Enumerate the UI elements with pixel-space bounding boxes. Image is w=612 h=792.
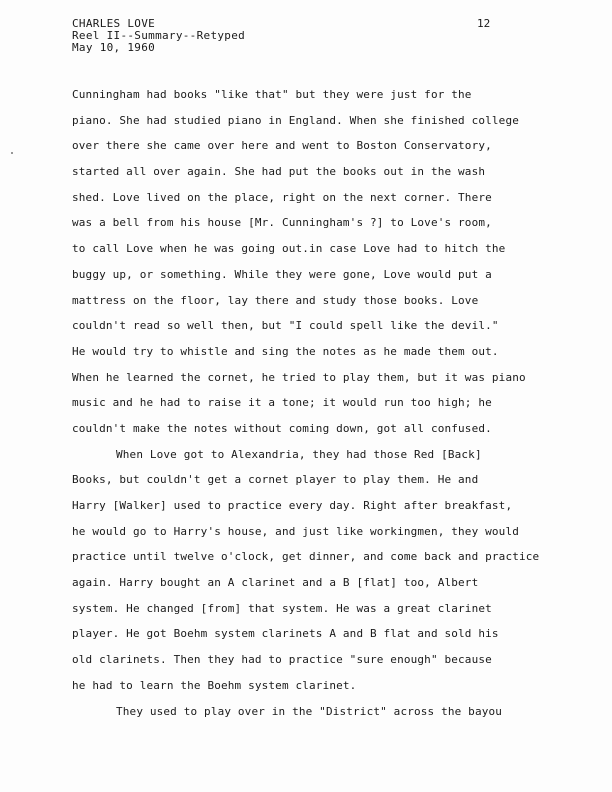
header-reel: Reel II--Summary--Retyped [72,29,246,42]
text-line: couldn't read so well then, but "I could spell like the devil." [72,319,499,333]
transcript-body [72,88,592,730]
text-line: started all over again. She had put the books out in the wash [72,165,486,179]
paragraph-start-line: When Love got to Alexandria, they had those Red [Back] [116,447,482,461]
text-line: old clarinets. Then they had to practice "sure enough" because [72,653,492,667]
text-line: to call Love when he was going out.in case Love had to hitch the [72,242,506,256]
text-line: Cunningham had books "like that" but they were just for the [72,88,472,101]
text-line: Books, but couldn't get a cornet player to play them. He and [72,473,479,487]
document-header [72,18,245,54]
text-line: again. Harry bought an A clarinet and a B [flat] too, Albert [72,576,479,590]
text-line: He would try to whistle and sing the notes as he made them out. [72,344,499,358]
text-line: When he learned the cornet, he tried to play them, but it was piano [72,370,526,384]
text-line: couldn't make the notes without coming down, got all confused. [72,421,492,435]
page-number: 12 [477,17,491,30]
text-line: Harry [Walker] used to practice every day. Right after breakfast, [72,499,513,512]
text-line: player. He got Boehm system clarinets A and B flat and sold his [72,627,499,641]
text-line: was a bell from his house [Mr. Cunningham's ?] to Love's room, [72,216,492,230]
text-line: system. He changed [from] that system. He was a great clarinet [72,601,492,615]
header-name: CHARLES LOVE [72,17,156,30]
paragraph-start-line: They used to play over in the "District" across the bayou [116,704,503,718]
header-date: May 10, 1960 [72,41,156,54]
text-line: buggy up, or something. While they were gone, Love would put a [72,267,492,281]
text-line: shed. Love lived on the place, right on the next corner. There [72,190,492,204]
text-line: mattress on the floor, lay there and study those books. Love [72,293,479,307]
margin-mark [11,152,13,154]
text-line: practice until twelve o'clock, get dinner, and come back and practice [72,550,540,564]
text-line: he would go to Harry's house, and just like workingmen, they would [72,524,519,538]
text-line: music and he had to raise it a tone; it would run too high; he [72,396,492,410]
text-line: piano. She had studied piano in England. When she finished college [72,113,519,127]
text-line: he had to learn the Boehm system clarinet. [72,678,357,692]
text-line: over there she came over here and went to Boston Conservatory, [72,139,492,153]
